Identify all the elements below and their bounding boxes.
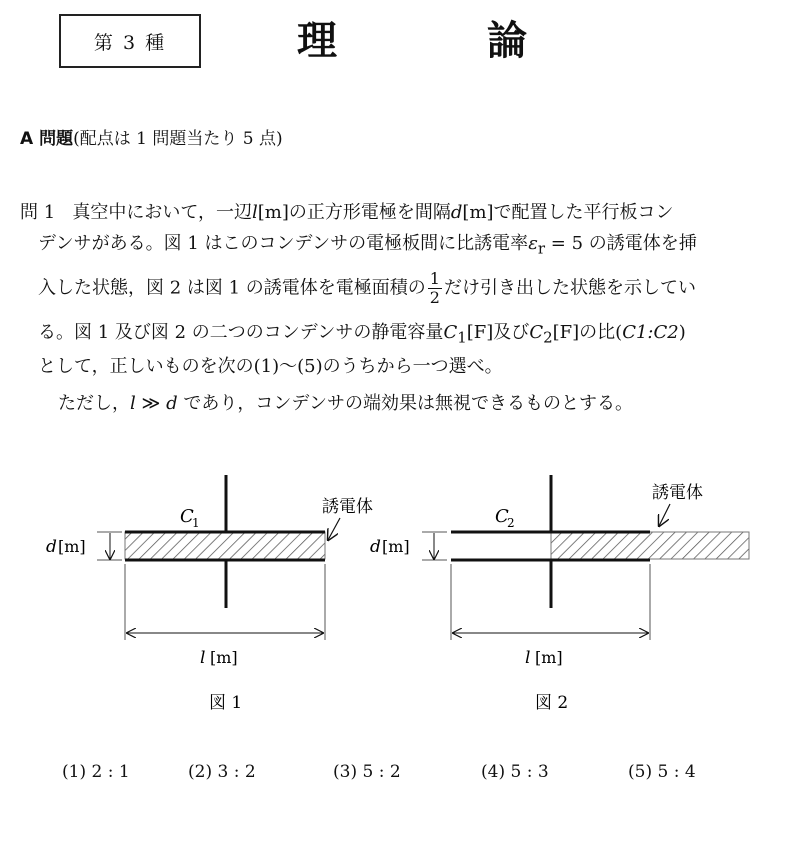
var-c1: C (443, 322, 458, 343)
fig1-dielectric-arrow (328, 518, 340, 540)
category-box (59, 14, 201, 68)
var-d: d (450, 202, 463, 223)
q-text-3b: だけ引き出した状態を示してい (443, 277, 696, 299)
fig1-cap-label: C (180, 506, 194, 527)
fig1-d-label: d (46, 537, 57, 557)
section-label: A 問題 (20, 129, 74, 149)
fig2-d-label: d (370, 537, 381, 557)
fig1-dielectric (125, 532, 325, 559)
choice-1[interactable]: (1) 2 : 1 (62, 762, 130, 782)
fig2-cap-label: C (495, 506, 509, 527)
q-text-2b: = 5 の誘電体を挿 (550, 233, 697, 254)
question-line-2 (38, 229, 697, 264)
section-note: (配点は 1 問題当たり 5 点) (73, 129, 283, 149)
q-text-1a: 真空中において，一辺 (72, 202, 252, 223)
var-ratio: C1:C2 (622, 322, 679, 343)
fig1-l-unit: [m] (210, 648, 238, 667)
var-eps: ε (528, 233, 538, 254)
fig2-dielectric-arrow (659, 504, 670, 526)
figure-2 (370, 475, 749, 713)
gg-symbol: ≫ (141, 393, 161, 414)
var-c2-sub: 2 (543, 328, 553, 347)
fig2-dielectric (551, 532, 749, 559)
question-line-5: として，正しいものを次の(1)～(5)のうちから一つ選べ。 (38, 356, 503, 377)
choice-5[interactable]: (5) 5 : 4 (628, 762, 696, 782)
var-eps-sub: r (537, 239, 546, 258)
question-line-1 (20, 198, 674, 228)
title-left: 理 (297, 18, 337, 64)
question-line-4 (38, 318, 686, 353)
figure-1 (46, 475, 373, 713)
fig1-dielectric-label: 誘電体 (322, 497, 373, 517)
q-text-6b: であり，コンデンサの端効果は無視できるものとする。 (183, 393, 633, 414)
question-line-6 (58, 389, 633, 419)
fig2-caption: 図 2 (535, 693, 569, 713)
category-label: 第 3 種 (93, 31, 167, 54)
frac-den: 2 (429, 288, 440, 307)
q-text-4c: [F]の比( (552, 322, 623, 343)
q-text-2a: デンサがある。図 1 はこのコンデンサの電極板間に比誘電率 (38, 233, 529, 254)
figures (0, 460, 787, 720)
q-text-4a: る。図 1 及び図 2 の二つのコンデンサの静電容量 (38, 322, 444, 343)
section-heading (20, 124, 283, 149)
q-text-1b: [m]の正方形電極を間隔 (257, 202, 451, 223)
title-right: 論 (487, 18, 527, 64)
q-text-4d: ) (678, 322, 686, 343)
choice-4[interactable]: (4) 5 : 3 (481, 762, 549, 782)
var-l-2: l (130, 393, 136, 414)
choice-3[interactable]: (3) 5 : 2 (333, 762, 401, 782)
question-line-3 (38, 270, 696, 307)
fig2-d-unit: [m] (382, 537, 410, 556)
fig1-d-unit: [m] (58, 537, 86, 556)
frac-num: 1 (429, 269, 440, 288)
q-text-1c: [m]で配置した平行板コン (462, 202, 674, 223)
var-l: l (252, 202, 258, 223)
fig2-l-label: l (525, 648, 531, 668)
var-c1-sub: 1 (457, 328, 467, 347)
fig1-cap-sub: 1 (192, 516, 200, 530)
fraction (428, 270, 442, 307)
q-text-3a: 入した状態，図 2 は図 1 の誘電体を電極面積の (38, 277, 426, 299)
fig1-l-label: l (200, 648, 206, 668)
question-number: 問 1 (20, 202, 56, 223)
answer-choices (0, 762, 787, 792)
var-d-2: d (166, 393, 178, 414)
fig2-dielectric-label: 誘電体 (652, 483, 703, 503)
fig2-l-unit: [m] (535, 648, 563, 667)
q-text-4b: [F]及び (466, 322, 530, 343)
choice-2[interactable]: (2) 3 : 2 (188, 762, 256, 782)
fig2-cap-sub: 2 (507, 516, 515, 530)
fig1-caption: 図 1 (209, 693, 243, 713)
var-c2: C (529, 322, 544, 343)
q-text-6a: ただし， (58, 393, 130, 414)
